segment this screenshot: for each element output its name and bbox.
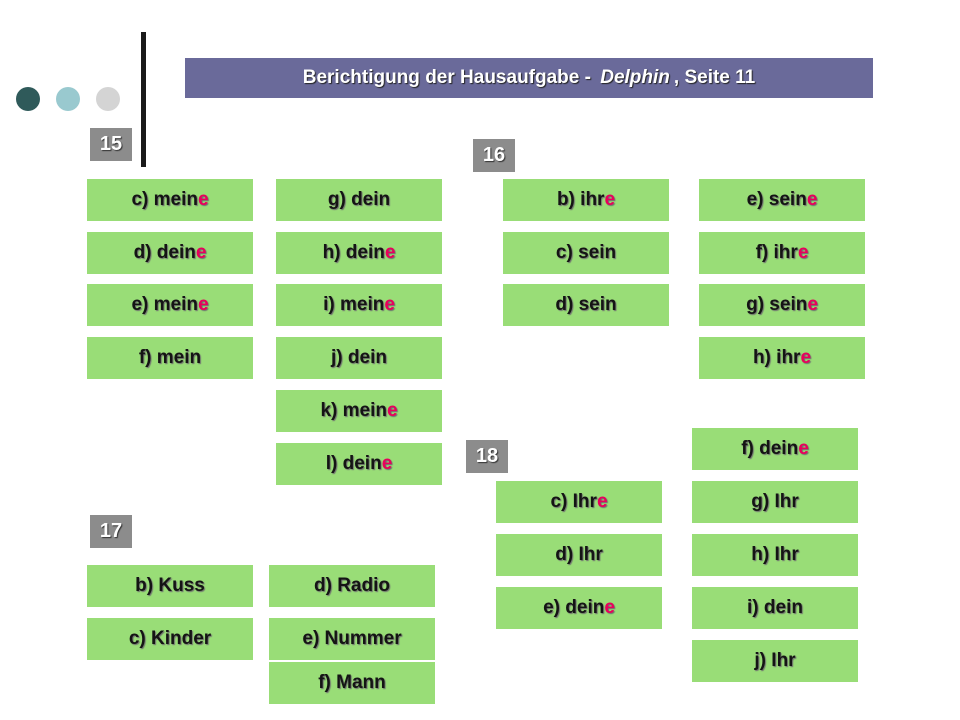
answer-ending: e xyxy=(384,294,395,315)
answer-text: i) dein xyxy=(747,597,803,618)
answer-box xyxy=(699,179,865,221)
exercise-number-18: 18 xyxy=(466,440,508,473)
vertical-divider xyxy=(141,32,146,167)
answer-box xyxy=(269,662,435,704)
slide-title xyxy=(185,58,873,98)
answer-text: d) dein xyxy=(133,242,196,263)
exercise-number-17: 17 xyxy=(90,515,132,548)
answer-ending: e xyxy=(596,491,608,512)
title-prefix: Berichtigung der Hausaufgabe - xyxy=(302,67,597,88)
answer-text: c) mein xyxy=(131,189,198,210)
answer-text: k) mein xyxy=(320,400,387,421)
answer-text: e) dein xyxy=(543,597,605,618)
answer-box xyxy=(496,481,662,523)
answer-box xyxy=(692,587,858,629)
answer-ending: e xyxy=(384,242,396,263)
answer-box xyxy=(699,337,865,379)
answer-box xyxy=(276,232,442,274)
answer-ending: e xyxy=(798,438,809,459)
answer-box xyxy=(692,481,858,523)
answer-box xyxy=(496,534,662,576)
answer-box xyxy=(87,179,253,221)
answer-box xyxy=(87,232,253,274)
answer-text: e) sein xyxy=(746,189,807,210)
answer-box xyxy=(692,428,858,470)
answer-text: d) sein xyxy=(555,294,617,315)
answer-text: l) dein xyxy=(325,453,382,474)
answer-ending: e xyxy=(197,294,209,315)
answer-box xyxy=(496,587,662,629)
answer-box xyxy=(87,565,253,607)
answer-text: j) Ihr xyxy=(754,650,796,671)
answer-box xyxy=(503,232,669,274)
answer-text: c) Kinder xyxy=(128,628,212,649)
answer-text: g) sein xyxy=(746,294,808,315)
answer-text: c) sein xyxy=(555,242,617,263)
answer-text: f) ihr xyxy=(755,242,798,263)
answer-ending: e xyxy=(806,189,818,210)
answer-box xyxy=(699,232,865,274)
answer-text: f) Mann xyxy=(318,672,386,693)
answer-box xyxy=(699,284,865,326)
answer-ending: e xyxy=(381,453,393,474)
answer-box xyxy=(87,337,253,379)
decor-dot-dark xyxy=(16,87,40,111)
answer-text: b) Kuss xyxy=(135,575,205,596)
answer-ending: e xyxy=(604,189,616,210)
answer-ending: e xyxy=(386,400,398,421)
answer-box xyxy=(269,565,435,607)
answer-box xyxy=(503,179,669,221)
answer-box xyxy=(276,443,442,485)
answer-text: h) ihr xyxy=(752,347,801,368)
exercise-number-15: 15 xyxy=(90,128,132,161)
answer-box xyxy=(87,618,253,660)
decor-dot-light xyxy=(96,87,120,111)
answer-text: g) dein xyxy=(327,189,391,210)
answer-box xyxy=(276,179,442,221)
answer-text: c) Ihr xyxy=(550,491,597,512)
answer-ending: e xyxy=(800,347,812,368)
answer-box xyxy=(87,284,253,326)
exercise-number-16: 16 xyxy=(473,139,515,172)
answer-text: f) dein xyxy=(741,438,799,459)
answer-text: e) Nummer xyxy=(302,628,402,649)
answer-text: d) Radio xyxy=(314,575,390,596)
answer-text: b) ihr xyxy=(556,189,605,210)
answer-ending: e xyxy=(197,189,209,210)
title-suffix: , Seite 11 xyxy=(673,67,756,88)
answer-box xyxy=(276,390,442,432)
answer-text: h) dein xyxy=(322,242,385,263)
answer-ending: e xyxy=(807,294,818,315)
answer-text: d) Ihr xyxy=(555,544,603,565)
answer-box xyxy=(276,284,442,326)
answer-box xyxy=(692,534,858,576)
answer-ending: e xyxy=(797,242,809,263)
answer-ending: e xyxy=(604,597,615,618)
answer-box xyxy=(269,618,435,660)
answer-text: f) mein xyxy=(138,347,202,368)
decor-dot-teal xyxy=(56,87,80,111)
answer-text: e) mein xyxy=(131,294,198,315)
answer-text: g) Ihr xyxy=(751,491,799,512)
answer-text: h) Ihr xyxy=(751,544,799,565)
answer-box xyxy=(692,640,858,682)
answer-ending: e xyxy=(195,242,207,263)
title-book: Delphin xyxy=(600,67,670,88)
answer-text: i) mein xyxy=(323,294,385,315)
answer-text: j) dein xyxy=(331,347,387,368)
answer-box xyxy=(276,337,442,379)
answer-box xyxy=(503,284,669,326)
